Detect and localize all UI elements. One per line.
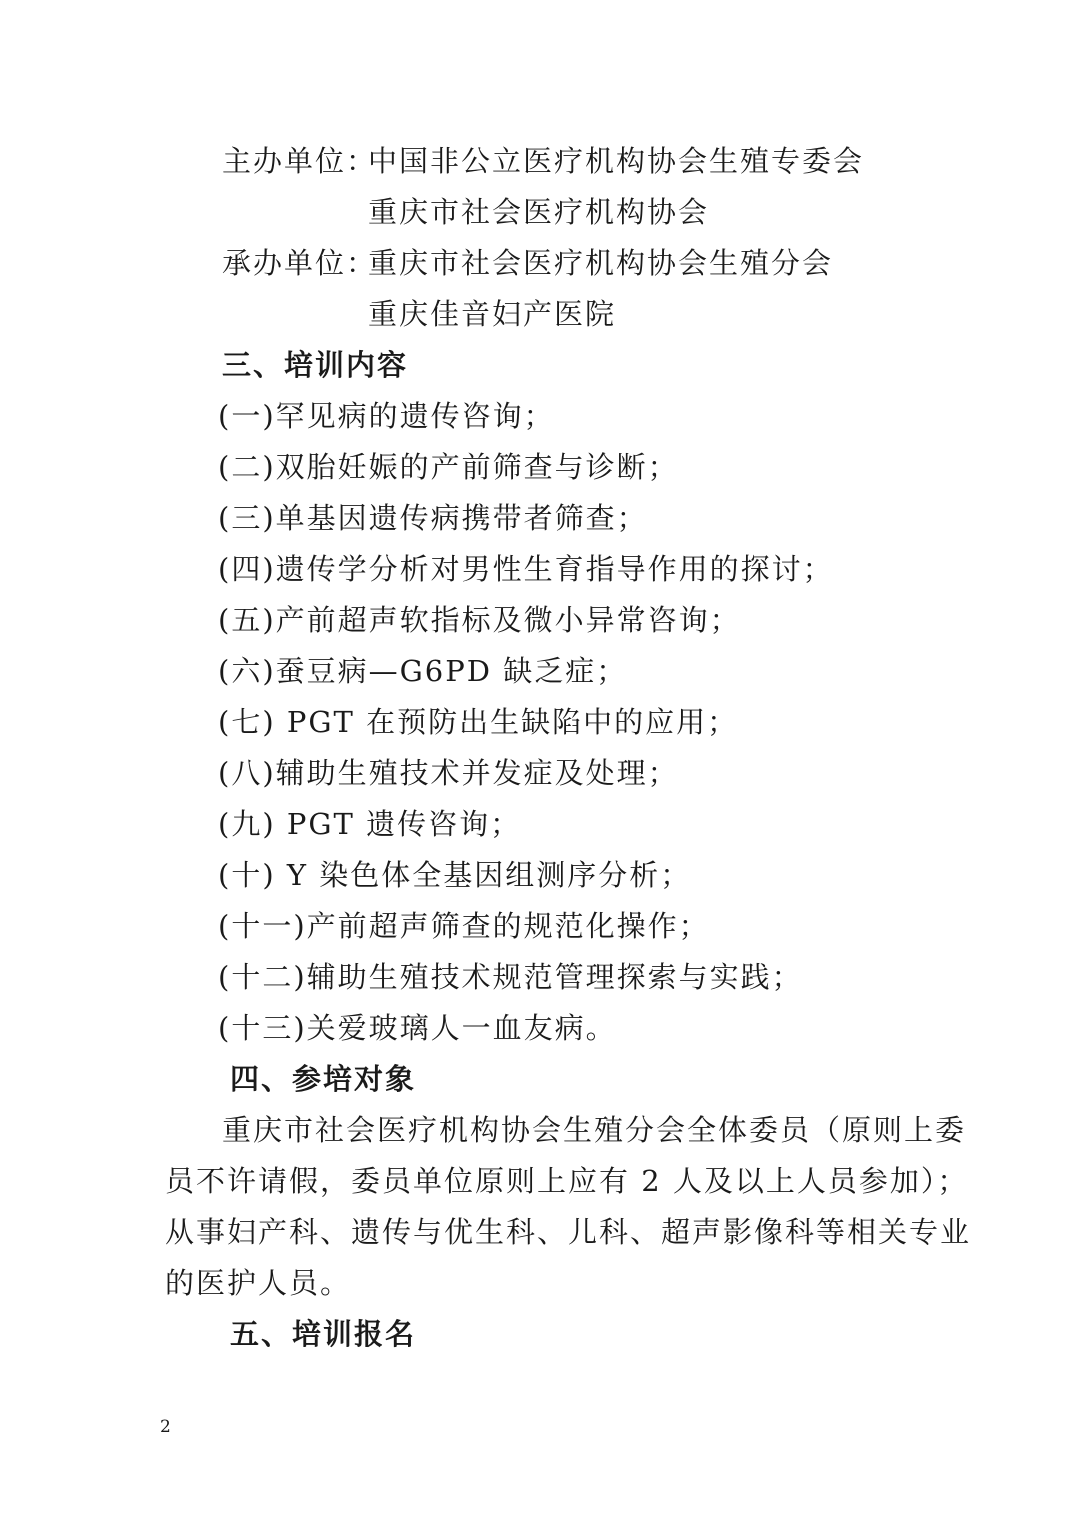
training-item: (八)辅助生殖技术并发症及处理； [218,756,679,790]
host-org-1: 中国非公立医疗机构协会生殖专委会 [368,144,865,178]
training-item: (十一)产前超声筛查的规范化操作； [218,909,710,943]
section-4-heading: 四、参培对象 [230,1062,417,1096]
paragraph-line: 员不许请假，委员单位原则上应有 2 人及以上人员参加）； [165,1164,969,1198]
undertaker-org-1: 重庆市社会医疗机构协会生殖分会 [368,246,834,280]
training-item: (四)遗传学分析对男性生育指导作用的探讨； [218,552,834,586]
paragraph-line: 重庆市社会医疗机构协会生殖分会全体委员（原则上委 [222,1113,967,1147]
training-item: (九) PGT 遗传咨询； [218,807,522,841]
training-item: (五)产前超声软指标及微小异常咨询； [218,603,741,637]
page-number: 2 [160,1417,171,1437]
training-item: (六)蚕豆病—G6PD 缺乏症； [218,654,628,688]
paragraph-line: 从事妇产科、遗传与优生科、儿科、超声影像科等相关专业 [165,1215,972,1249]
host-label: 主办单位： [222,144,378,178]
paragraph-line: 的医护人员。 [165,1266,352,1300]
training-item: (十三)关爱玻璃人一血友病。 [218,1011,617,1045]
training-item: (十二)辅助生殖技术规范管理探索与实践； [218,960,803,994]
section-3-heading: 三、培训内容 [222,348,409,382]
training-item: (十) Y 染色体全基因组测序分析； [218,858,692,892]
host-org-2: 重庆市社会医疗机构协会 [368,195,710,229]
training-item: (三)单基因遗传病携带者筛查； [218,501,648,535]
undertaker-org-2: 重庆佳音妇产医院 [368,297,617,331]
training-item: (七) PGT 在预防出生缺陷中的应用； [218,705,739,739]
section-5-heading: 五、培训报名 [230,1317,417,1351]
training-item: (二)双胎妊娠的产前筛查与诊断； [218,450,679,484]
undertaker-label: 承办单位： [222,246,378,280]
training-item: (一)罕见病的遗传咨询； [218,399,555,433]
